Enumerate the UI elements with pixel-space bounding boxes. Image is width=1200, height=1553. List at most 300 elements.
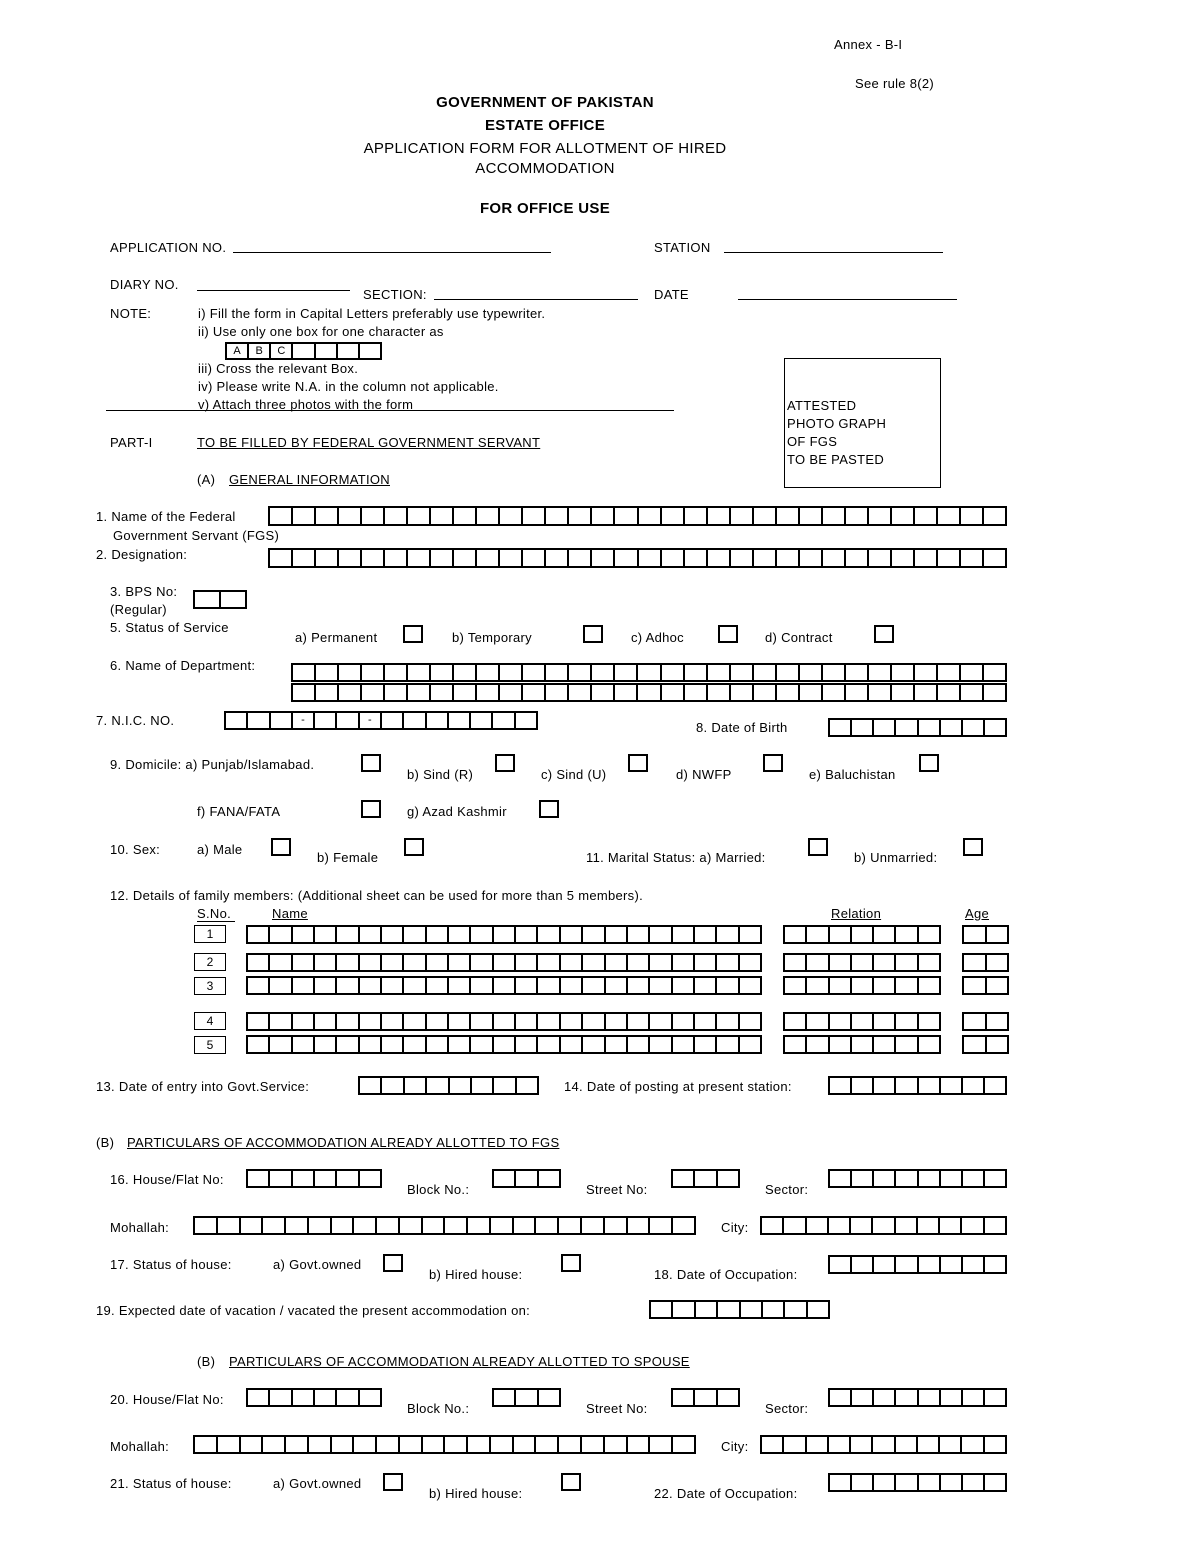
character-box[interactable] <box>800 685 823 700</box>
department-boxes-row-1[interactable] <box>291 663 1007 682</box>
character-box[interactable] <box>639 550 662 566</box>
spouse-govt-owned-checkbox[interactable] <box>383 1473 403 1491</box>
character-box[interactable] <box>708 685 731 700</box>
character-box[interactable] <box>685 508 708 524</box>
azad-kashmir-checkbox[interactable] <box>539 800 559 818</box>
character-box[interactable] <box>964 927 987 942</box>
character-box[interactable] <box>784 1218 806 1233</box>
character-box[interactable] <box>638 685 661 700</box>
character-box[interactable] <box>919 1014 941 1029</box>
character-box[interactable] <box>918 1218 940 1233</box>
character-box[interactable] <box>695 1390 717 1405</box>
character-box[interactable] <box>852 927 874 942</box>
character-box[interactable] <box>985 1437 1007 1452</box>
character-box[interactable] <box>985 1078 1007 1093</box>
character-box[interactable] <box>427 1037 449 1052</box>
character-box[interactable] <box>248 1390 270 1405</box>
character-box[interactable] <box>523 550 546 566</box>
character-box[interactable] <box>449 955 471 970</box>
unmarried-checkbox[interactable] <box>963 838 983 856</box>
nic-box[interactable] <box>427 713 449 728</box>
fgs-house-no-boxes[interactable] <box>246 1169 382 1188</box>
character-box[interactable] <box>471 955 493 970</box>
character-box[interactable] <box>963 1078 985 1093</box>
character-box[interactable] <box>919 1475 941 1490</box>
character-box[interactable] <box>941 1257 963 1272</box>
character-box[interactable] <box>286 1218 309 1233</box>
designation-boxes[interactable] <box>268 548 1007 568</box>
date-field[interactable] <box>738 299 957 300</box>
character-box[interactable] <box>337 1014 359 1029</box>
character-box[interactable] <box>538 1037 560 1052</box>
character-box[interactable] <box>427 1014 449 1029</box>
character-box[interactable] <box>807 978 829 993</box>
character-box[interactable] <box>873 1218 895 1233</box>
nic-box[interactable] <box>404 713 426 728</box>
nic-box[interactable] <box>449 713 471 728</box>
character-box[interactable] <box>445 1218 468 1233</box>
character-box[interactable] <box>382 955 404 970</box>
character-box[interactable] <box>874 1171 896 1186</box>
character-box[interactable] <box>628 1437 651 1452</box>
character-box[interactable] <box>938 550 961 566</box>
character-box[interactable] <box>852 1257 874 1272</box>
bps-no-boxes[interactable] <box>193 590 247 609</box>
character-box[interactable] <box>650 1218 673 1233</box>
character-box[interactable] <box>718 1171 740 1186</box>
character-box[interactable] <box>919 955 941 970</box>
character-box[interactable] <box>987 978 1010 993</box>
character-box[interactable] <box>337 1037 359 1052</box>
character-box[interactable] <box>962 1437 984 1452</box>
character-box[interactable] <box>852 1014 874 1029</box>
character-box[interactable] <box>785 927 807 942</box>
character-box[interactable] <box>427 978 449 993</box>
character-box[interactable] <box>896 927 918 942</box>
family-age-boxes[interactable] <box>962 1012 1009 1031</box>
character-box[interactable] <box>546 508 569 524</box>
character-box[interactable] <box>662 685 685 700</box>
character-box[interactable] <box>874 927 896 942</box>
nic-box[interactable] <box>382 713 404 728</box>
character-box[interactable] <box>807 927 829 942</box>
character-box[interactable] <box>807 1037 829 1052</box>
character-box[interactable] <box>673 1014 695 1029</box>
character-box[interactable] <box>195 1437 218 1452</box>
character-box[interactable] <box>471 927 493 942</box>
character-box[interactable] <box>808 1302 830 1317</box>
character-box[interactable] <box>919 1037 941 1052</box>
character-box[interactable] <box>874 1257 896 1272</box>
character-box[interactable] <box>919 720 941 735</box>
character-box[interactable] <box>569 665 592 680</box>
punjab-checkbox[interactable] <box>361 754 381 772</box>
character-box[interactable] <box>984 508 1007 524</box>
character-box[interactable] <box>606 955 628 970</box>
character-box[interactable] <box>517 1078 539 1093</box>
character-box[interactable] <box>408 508 431 524</box>
character-box[interactable] <box>807 955 829 970</box>
fgs-name-boxes[interactable] <box>268 506 1007 526</box>
character-box[interactable] <box>427 1078 449 1093</box>
character-box[interactable] <box>964 978 987 993</box>
character-box[interactable] <box>823 508 846 524</box>
character-box[interactable] <box>332 1218 355 1233</box>
character-box[interactable] <box>241 1437 264 1452</box>
character-box[interactable] <box>561 978 583 993</box>
character-box[interactable] <box>536 1218 559 1233</box>
character-box[interactable] <box>685 685 708 700</box>
character-box[interactable] <box>408 685 431 700</box>
character-box[interactable] <box>869 508 892 524</box>
character-box[interactable] <box>762 1218 784 1233</box>
married-checkbox[interactable] <box>808 838 828 856</box>
character-box[interactable] <box>846 508 869 524</box>
character-box[interactable] <box>852 978 874 993</box>
character-box[interactable] <box>248 955 270 970</box>
character-box[interactable] <box>896 1037 918 1052</box>
character-box[interactable] <box>583 1037 605 1052</box>
character-box[interactable] <box>270 978 292 993</box>
family-relation-boxes[interactable] <box>783 925 941 944</box>
character-box[interactable] <box>896 1078 918 1093</box>
character-box[interactable] <box>471 1037 493 1052</box>
character-box[interactable] <box>673 1218 696 1233</box>
posting-date-boxes[interactable] <box>828 1076 1007 1095</box>
fgs-block-boxes[interactable] <box>492 1169 561 1188</box>
character-box[interactable] <box>695 927 717 942</box>
character-box[interactable] <box>472 1078 494 1093</box>
character-box[interactable] <box>963 1257 985 1272</box>
character-box[interactable] <box>377 1218 400 1233</box>
character-box[interactable] <box>708 508 731 524</box>
character-box[interactable] <box>784 1437 806 1452</box>
character-box[interactable] <box>852 1390 874 1405</box>
character-box[interactable] <box>985 1257 1007 1272</box>
character-box[interactable] <box>896 1171 918 1186</box>
character-box[interactable] <box>869 665 892 680</box>
entry-date-boxes[interactable] <box>358 1076 539 1095</box>
character-box[interactable] <box>896 1475 918 1490</box>
character-box[interactable] <box>315 1171 337 1186</box>
character-box[interactable] <box>339 665 362 680</box>
character-box[interactable] <box>270 927 292 942</box>
character-box[interactable] <box>777 550 800 566</box>
fgs-occupation-date-boxes[interactable] <box>828 1255 1007 1274</box>
character-box[interactable] <box>874 1037 896 1052</box>
baluchistan-checkbox[interactable] <box>919 754 939 772</box>
character-box[interactable] <box>717 955 739 970</box>
character-box[interactable] <box>830 1014 852 1029</box>
character-box[interactable] <box>830 1037 852 1052</box>
character-box[interactable] <box>695 1171 717 1186</box>
character-box[interactable] <box>984 685 1007 700</box>
spouse-street-boxes[interactable] <box>671 1388 740 1407</box>
fgs-city-boxes[interactable] <box>760 1216 1007 1235</box>
temporary-checkbox[interactable] <box>583 625 603 643</box>
character-box[interactable] <box>195 1218 218 1233</box>
character-box[interactable] <box>516 927 538 942</box>
character-box[interactable] <box>221 592 247 607</box>
character-box[interactable] <box>339 508 362 524</box>
character-box[interactable] <box>382 1014 404 1029</box>
character-box[interactable] <box>673 1171 695 1186</box>
character-box[interactable] <box>408 550 431 566</box>
character-box[interactable] <box>785 978 807 993</box>
character-box[interactable] <box>695 978 717 993</box>
character-box[interactable] <box>360 1014 382 1029</box>
character-box[interactable] <box>874 1078 896 1093</box>
character-box[interactable] <box>454 665 477 680</box>
character-box[interactable] <box>874 955 896 970</box>
character-box[interactable] <box>293 1037 315 1052</box>
character-box[interactable] <box>270 1390 292 1405</box>
family-relation-boxes[interactable] <box>783 953 941 972</box>
family-relation-boxes[interactable] <box>783 976 941 995</box>
character-box[interactable] <box>846 665 869 680</box>
character-box[interactable] <box>385 550 408 566</box>
station-field[interactable] <box>724 252 943 253</box>
character-box[interactable] <box>293 1014 315 1029</box>
character-box[interactable] <box>360 927 382 942</box>
character-box[interactable] <box>919 978 941 993</box>
character-box[interactable] <box>919 1078 941 1093</box>
character-box[interactable] <box>516 1037 538 1052</box>
character-box[interactable] <box>315 955 337 970</box>
character-box[interactable] <box>500 665 523 680</box>
character-box[interactable] <box>339 685 362 700</box>
character-box[interactable] <box>293 550 316 566</box>
character-box[interactable] <box>382 927 404 942</box>
character-box[interactable] <box>628 1014 650 1029</box>
fgs-sector-boxes[interactable] <box>828 1169 1007 1188</box>
character-box[interactable] <box>404 927 426 942</box>
family-relation-boxes[interactable] <box>783 1012 941 1031</box>
character-box[interactable] <box>851 1437 873 1452</box>
character-box[interactable] <box>662 550 685 566</box>
spouse-sector-boxes[interactable] <box>828 1388 1007 1407</box>
character-box[interactable] <box>852 1171 874 1186</box>
character-box[interactable] <box>523 665 546 680</box>
character-box[interactable] <box>777 665 800 680</box>
character-box[interactable] <box>874 720 896 735</box>
contract-checkbox[interactable] <box>874 625 894 643</box>
character-box[interactable] <box>938 508 961 524</box>
family-name-boxes[interactable] <box>246 925 762 944</box>
family-age-boxes[interactable] <box>962 953 1009 972</box>
character-box[interactable] <box>561 1014 583 1029</box>
character-box[interactable] <box>961 685 984 700</box>
character-box[interactable] <box>514 1437 537 1452</box>
character-box[interactable] <box>740 978 762 993</box>
character-box[interactable] <box>673 1037 695 1052</box>
date-of-birth-boxes[interactable] <box>828 718 1007 737</box>
character-box[interactable] <box>807 1437 829 1452</box>
character-box[interactable] <box>293 955 315 970</box>
character-box[interactable] <box>985 1390 1007 1405</box>
character-box[interactable] <box>852 955 874 970</box>
character-box[interactable] <box>892 508 915 524</box>
character-box[interactable] <box>468 1437 491 1452</box>
character-box[interactable] <box>830 1475 852 1490</box>
character-box[interactable] <box>961 665 984 680</box>
character-box[interactable] <box>650 1437 673 1452</box>
character-box[interactable] <box>316 665 339 680</box>
nic-box[interactable] <box>337 713 359 728</box>
character-box[interactable] <box>823 665 846 680</box>
fana-checkbox[interactable] <box>361 800 381 818</box>
character-box[interactable] <box>400 1437 423 1452</box>
character-box[interactable] <box>538 1014 560 1029</box>
character-box[interactable] <box>777 508 800 524</box>
character-box[interactable] <box>583 1014 605 1029</box>
character-box[interactable] <box>718 1390 740 1405</box>
character-box[interactable] <box>536 1437 559 1452</box>
character-box[interactable] <box>984 665 1007 680</box>
character-box[interactable] <box>400 1218 423 1233</box>
character-box[interactable] <box>918 1437 940 1452</box>
male-checkbox[interactable] <box>271 838 291 856</box>
character-box[interactable] <box>985 1218 1007 1233</box>
character-box[interactable] <box>293 927 315 942</box>
nic-box[interactable]: - <box>360 713 382 728</box>
character-box[interactable] <box>628 955 650 970</box>
character-box[interactable] <box>354 1218 377 1233</box>
character-box[interactable] <box>896 1257 918 1272</box>
character-box[interactable] <box>740 927 762 942</box>
character-box[interactable] <box>404 978 426 993</box>
family-age-boxes[interactable] <box>962 976 1009 995</box>
character-box[interactable] <box>731 508 754 524</box>
character-box[interactable] <box>874 978 896 993</box>
character-box[interactable] <box>846 685 869 700</box>
family-name-boxes[interactable] <box>246 1035 762 1054</box>
family-name-boxes[interactable] <box>246 1012 762 1031</box>
character-box[interactable] <box>628 1037 650 1052</box>
character-box[interactable] <box>628 927 650 942</box>
character-box[interactable] <box>941 1475 963 1490</box>
character-box[interactable] <box>963 1475 985 1490</box>
character-box[interactable] <box>360 1171 382 1186</box>
character-box[interactable] <box>427 955 449 970</box>
character-box[interactable] <box>605 1218 628 1233</box>
character-box[interactable] <box>650 927 672 942</box>
character-box[interactable] <box>754 665 777 680</box>
character-box[interactable] <box>592 665 615 680</box>
character-box[interactable] <box>337 1390 359 1405</box>
character-box[interactable] <box>673 927 695 942</box>
fgs-mohallah-boxes[interactable] <box>193 1216 696 1235</box>
character-box[interactable] <box>696 1302 718 1317</box>
character-box[interactable] <box>494 1014 516 1029</box>
adhoc-checkbox[interactable] <box>718 625 738 643</box>
character-box[interactable] <box>270 955 292 970</box>
character-box[interactable] <box>316 508 339 524</box>
character-box[interactable] <box>468 1218 491 1233</box>
character-box[interactable] <box>961 508 984 524</box>
female-checkbox[interactable] <box>404 838 424 856</box>
character-box[interactable] <box>449 927 471 942</box>
character-box[interactable] <box>785 1037 807 1052</box>
character-box[interactable] <box>241 1218 264 1233</box>
character-box[interactable] <box>830 720 852 735</box>
character-box[interactable] <box>592 550 615 566</box>
spouse-mohallah-boxes[interactable] <box>193 1435 696 1454</box>
character-box[interactable] <box>896 1390 918 1405</box>
character-box[interactable] <box>754 550 777 566</box>
character-box[interactable] <box>337 1171 359 1186</box>
character-box[interactable] <box>538 927 560 942</box>
character-box[interactable] <box>539 1171 561 1186</box>
character-box[interactable] <box>494 1390 516 1405</box>
character-box[interactable] <box>582 1218 605 1233</box>
character-box[interactable] <box>874 1390 896 1405</box>
character-box[interactable] <box>941 1171 963 1186</box>
character-box[interactable] <box>852 720 874 735</box>
character-box[interactable] <box>638 665 661 680</box>
character-box[interactable] <box>830 955 852 970</box>
character-box[interactable] <box>830 978 852 993</box>
nic-box[interactable] <box>516 713 538 728</box>
character-box[interactable] <box>673 1302 695 1317</box>
character-box[interactable] <box>477 508 500 524</box>
character-box[interactable] <box>315 1390 337 1405</box>
character-box[interactable] <box>539 1390 561 1405</box>
character-box[interactable] <box>354 1437 377 1452</box>
character-box[interactable] <box>605 1437 628 1452</box>
nic-box[interactable] <box>248 713 270 728</box>
character-box[interactable] <box>987 927 1010 942</box>
character-box[interactable] <box>270 1171 292 1186</box>
character-box[interactable] <box>195 592 221 607</box>
character-box[interactable] <box>830 1171 852 1186</box>
character-box[interactable] <box>332 1437 355 1452</box>
character-box[interactable] <box>491 1437 514 1452</box>
character-box[interactable] <box>938 665 961 680</box>
character-box[interactable] <box>286 1437 309 1452</box>
character-box[interactable] <box>293 665 316 680</box>
character-box[interactable] <box>546 550 569 566</box>
nic-box[interactable] <box>226 713 248 728</box>
character-box[interactable] <box>941 1078 963 1093</box>
character-box[interactable] <box>293 508 316 524</box>
character-box[interactable] <box>985 1171 1007 1186</box>
character-box[interactable] <box>896 955 918 970</box>
character-box[interactable] <box>454 685 477 700</box>
character-box[interactable] <box>650 955 672 970</box>
character-box[interactable] <box>559 1218 582 1233</box>
character-box[interactable] <box>516 1390 538 1405</box>
character-box[interactable] <box>454 550 477 566</box>
application-no-field[interactable] <box>233 252 551 253</box>
character-box[interactable] <box>360 978 382 993</box>
character-box[interactable] <box>830 1078 852 1093</box>
character-box[interactable] <box>852 1078 874 1093</box>
character-box[interactable] <box>494 1078 516 1093</box>
character-box[interactable] <box>561 927 583 942</box>
character-box[interactable] <box>685 665 708 680</box>
character-box[interactable] <box>309 1437 332 1452</box>
character-box[interactable] <box>896 978 918 993</box>
fgs-hired-checkbox[interactable] <box>561 1254 581 1272</box>
character-box[interactable] <box>500 685 523 700</box>
spouse-hired-checkbox[interactable] <box>561 1473 581 1491</box>
character-box[interactable] <box>915 550 938 566</box>
character-box[interactable] <box>362 665 385 680</box>
character-box[interactable] <box>662 508 685 524</box>
character-box[interactable] <box>293 1390 315 1405</box>
character-box[interactable] <box>315 1037 337 1052</box>
